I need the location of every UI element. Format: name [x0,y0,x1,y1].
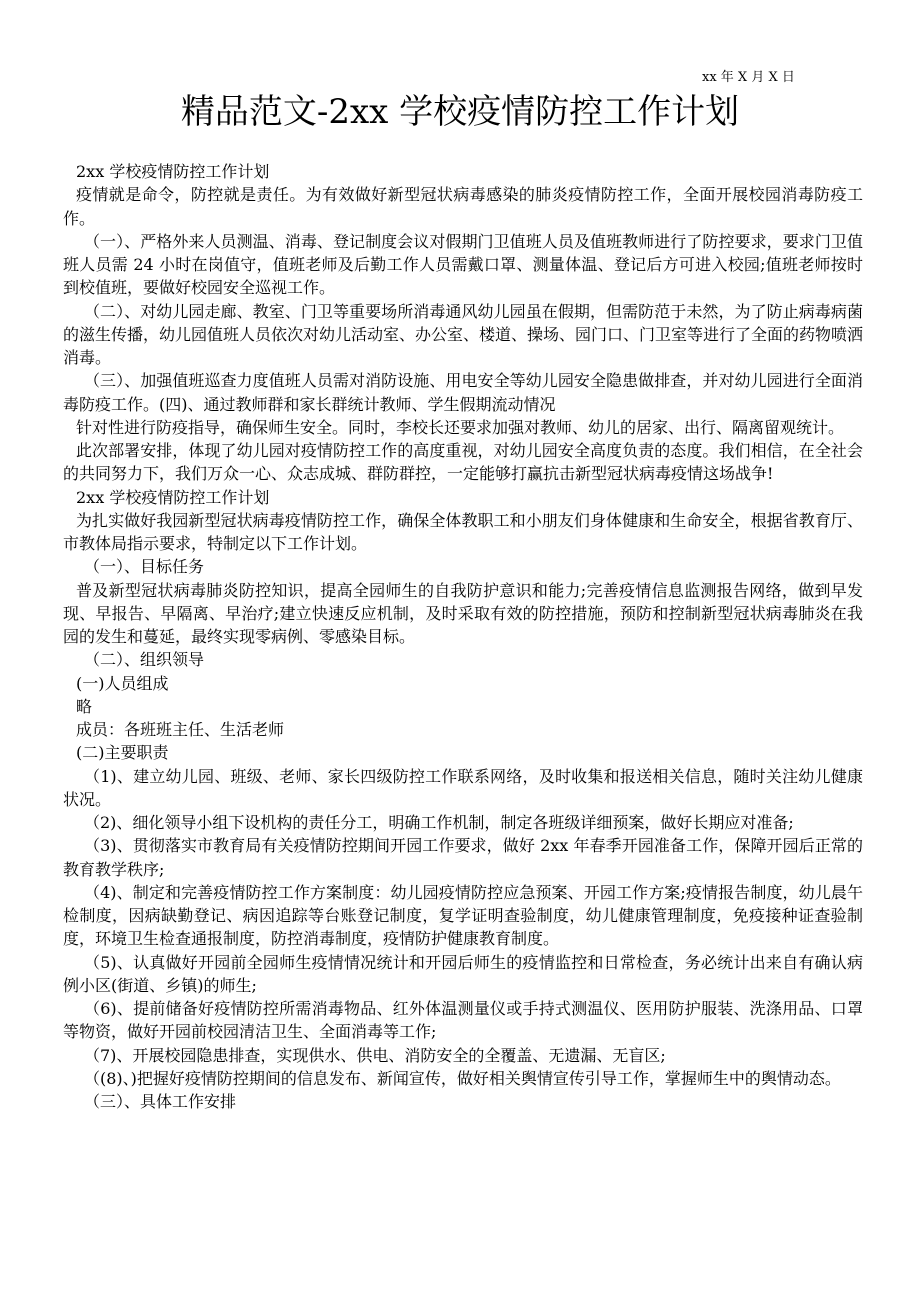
paragraph: 普及新型冠状病毒肺炎防控知识，提高全园师生的自我防护意识和能力;完善疫情信息监测报告网络，做到早发现、早报告、早隔离、早治疗;建立快速反应机制，及时采取有效的防控措施，预防和控制新型冠状病毒肺炎在我园的发生和蔓延，最终实现零病例、零感染目标。 [63,580,863,646]
paragraph: 为扎实做好我园新型冠状病毒疫情防控工作，确保全体教职工和小朋友们身体健康和生命安全，根据省教育厅、市教体局指示要求，特制定以下工作计划。 [63,510,863,553]
subheading: (二)主要职责 [76,743,169,763]
list-item: （(8)、)把握好疫情防控期间的信息发布、新闻宣传，做好相关舆情宣传引导工作，掌握师生中的舆情动态。 [84,1068,841,1088]
document-body [63,160,863,1113]
paragraph: 成员：各班班主任、生活老师 [76,720,285,739]
section-heading: 2xx 学校疫情防控工作计划 [76,162,270,181]
paragraph: （三）、加强值班巡查力度值班人员需对消防设施、用电安全等幼儿园安全隐患做排查，并对幼儿园进行全面消毒防疫工作。(四)、通过教师群和家长群统计教师、学生假期流动情况 [63,371,863,414]
list-item: （1)、建立幼儿园、班级、老师、家长四级防控工作联系网络，及时收集和报送相关信息，随时关注幼儿健康状况。 [63,766,863,809]
paragraph: 针对性进行防疫指导，确保师生安全。同时，李校长还要求加强对教师、幼儿的居家、出行、隔离留观统计。 [76,417,845,437]
section-heading: 2xx 学校疫情防控工作计划 [76,487,270,507]
paragraph: 此次部署安排，体现了幼儿园对疫情防控工作的高度重视，对幼儿园安全高度负责的态度。我们相信，在全社会的共同努力下，我们万众一心、众志成城、群防群控，一定能够打赢抗击新型冠状病毒疫情这场战争! [63,441,863,484]
list-item: （2)、细化领导小组下设机构的责任分工，明确工作机制，制定各班级详细预案，做好长期应对准备; [84,813,794,832]
paragraph: 疫情就是命令，防控就是责任。为有效做好新型冠状病毒感染的肺炎疫情防控工作，全面开展校园消毒防疫工作。 [63,185,863,228]
subheading: （一）、目标任务 [84,557,205,577]
subheading: （二）、组织领导 [84,650,205,670]
subheading: (一)人员组成 [76,673,169,693]
list-item: （7)、开展校园隐患排查，实现供水、供电、消防安全的全覆盖、无遗漏、无盲区; [84,1045,666,1065]
subheading: （三）、具体工作安排 [84,1092,237,1111]
paragraph: 略 [76,696,93,716]
paragraph: （一）、严格外来人员测温、消毒、登记制度会议对假期门卫值班人员及值班教师进行了防控要求，要求门卫值班人员需 24 小时在岗值守，值班老师及后勤工作人员需戴口罩、测量体温、登记后方可进入校园;值班老师按时到校值班，要做好校园安全巡视工作。 [63,231,863,298]
document-title: 精品范文-2xx 学校疫情防控工作计划 [180,92,740,132]
list-item: （6)、提前储备好疫情防控所需消毒物品、红外体温测量仪或手持式测温仪、医用防护服装、洗涤用品、口罩等物资，做好开园前校园清洁卫生、全面消毒等工作; [63,999,863,1042]
list-item: （5)、认真做好开园前全园师生疫情情况统计和开园后师生的疫情监控和日常检查，务必统计出来自有确认病例小区(街道、乡镇)的师生; [63,952,863,995]
document-date: xx 年 X 月 X 日 [702,70,795,85]
list-item: （4)、制定和完善疫情防控工作方案制度：幼儿园疫情防控应急预案、开园工作方案;疫情报告制度，幼儿晨午检制度，因病缺勤登记、病因追踪等台账登记制度，复学证明查验制度，幼儿健康管理制度，免疫接种证查验制度，环境卫生检查通报制度，防控消毒制度，疫情防护健康教育制度。 [63,882,863,949]
list-item: （3)、贯彻落实市教育局有关疫情防控期间开园工作要求，做好 2xx 年春季开园准备工作，保障开园后正常的教育教学秩序; [63,836,863,879]
paragraph: （二）、对幼儿园走廊、教室、门卫等重要场所消毒通风幼儿园虽在假期，但需防范于未然，为了防止病毒病菌的滋生传播，幼儿园值班人员依次对幼儿活动室、办公室、楼道、操场、园门口、门卫室等进行了全面的药物喷洒消毒。 [63,301,864,367]
